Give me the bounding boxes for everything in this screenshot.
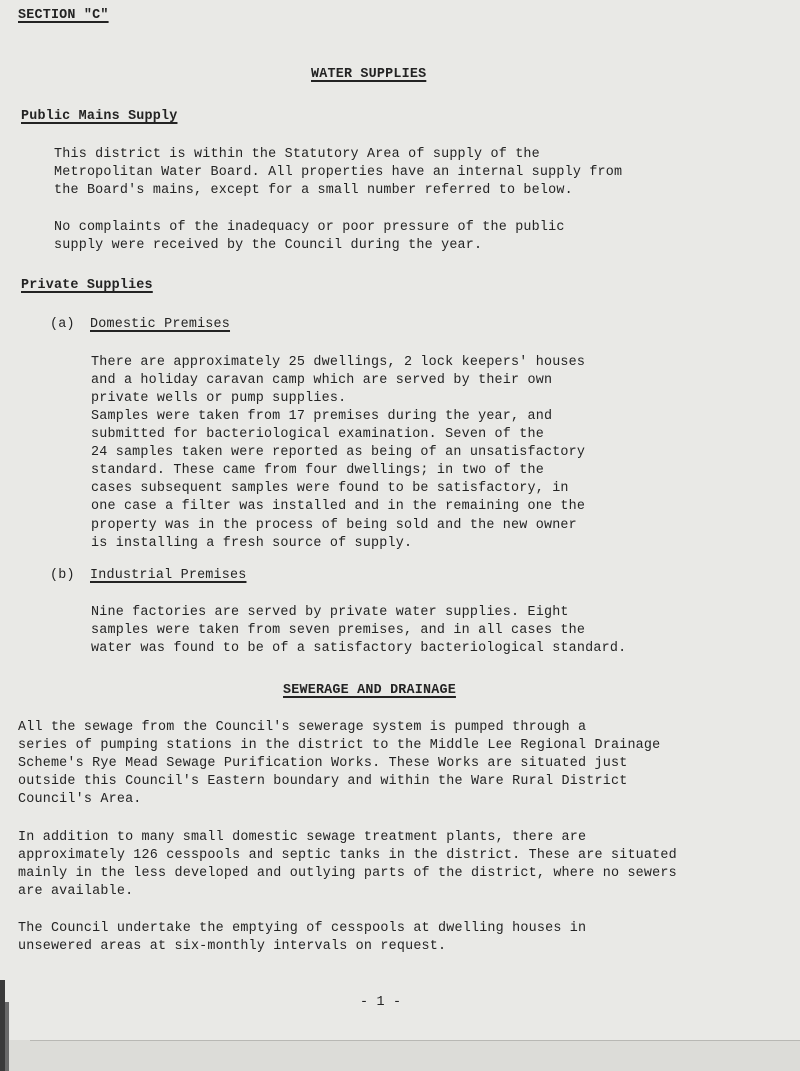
text-line: cases subsequent samples were found to be satisfactory, in — [91, 481, 569, 497]
scan-left-edge-shadow — [5, 1002, 9, 1071]
industrial-paragraph-1 — [91, 604, 626, 658]
text-line: mainly in the less developed and outlying parts of the district, where no sewers — [18, 866, 677, 882]
text-line: In addition to many small domestic sewage treatment plants, there are — [18, 830, 587, 845]
scan-bottom-edge — [0, 1040, 800, 1071]
domestic-label: (a) — [50, 317, 75, 332]
public-mains-paragraph-2 — [54, 219, 565, 255]
water-supplies-heading: WATER SUPPLIES — [311, 67, 427, 82]
sewerage-paragraph-3 — [18, 920, 586, 956]
text-line: unsewered areas at six-monthly intervals on request. — [18, 939, 447, 955]
sewerage-paragraph-2 — [18, 829, 677, 901]
public-mains-heading: Public Mains Supply — [21, 109, 178, 124]
text-line: outside this Council's Eastern boundary and within the Ware Rural District — [18, 774, 628, 790]
text-line: 24 samples taken were reported as being of an unsatisfactory — [91, 445, 586, 461]
page-number: - 1 - — [360, 995, 402, 1010]
text-line: is installing a fresh source of supply. — [91, 535, 413, 551]
text-line: the Board's mains, except for a small number referred to below. — [54, 183, 573, 199]
text-line: approximately 126 cesspools and septic tanks in the district. These are situated — [18, 848, 677, 864]
sewerage-paragraph-1 — [18, 719, 660, 809]
domestic-premises-heading: Domestic Premises — [90, 317, 231, 332]
text-line: No complaints of the inadequacy or poor pressure of the public — [54, 220, 565, 235]
domestic-paragraph-2 — [91, 408, 585, 553]
text-line: Council's Area. — [18, 792, 142, 808]
text-line: supply were received by the Council during the year. — [54, 238, 483, 254]
text-line: All the sewage from the Council's sewerage system is pumped through a — [18, 720, 587, 735]
text-line: samples were taken from seven premises, and in all cases the — [91, 623, 586, 639]
text-line: This district is within the Statutory Area of supply of the — [54, 147, 540, 162]
public-mains-paragraph-1 — [54, 146, 622, 200]
text-line: submitted for bacteriological examination. Seven of the — [91, 427, 544, 443]
sewerage-drainage-heading: SEWERAGE AND DRAINAGE — [283, 683, 456, 698]
industrial-premises-heading: Industrial Premises — [90, 568, 247, 583]
text-line: Scheme's Rye Mead Sewage Purification Works. These Works are situated just — [18, 756, 628, 772]
industrial-label: (b) — [50, 568, 75, 583]
scan-edge-line — [30, 1040, 800, 1041]
text-line: Nine factories are served by private water supplies. Eight — [91, 605, 569, 620]
text-line: Metropolitan Water Board. All properties have an internal supply from — [54, 165, 623, 181]
text-line: Samples were taken from 17 premises during the year, and — [91, 409, 553, 424]
text-line: standard. These came from four dwellings; in two of the — [91, 463, 544, 479]
text-line: one case a filter was installed and in the remaining one the — [91, 499, 586, 515]
private-supplies-heading: Private Supplies — [21, 278, 153, 293]
text-line: There are approximately 25 dwellings, 2 lock keepers' houses — [91, 355, 586, 370]
section-label: SECTION "C" — [18, 8, 109, 23]
text-line: and a holiday caravan camp which are served by their own — [91, 373, 553, 389]
text-line: private wells or pump supplies. — [91, 391, 347, 407]
text-line: are available. — [18, 884, 134, 900]
text-line: property was in the process of being sold and the new owner — [91, 517, 577, 533]
text-line: water was found to be of a satisfactory bacteriological standard. — [91, 641, 627, 657]
text-line: The Council undertake the emptying of cesspools at dwelling houses in — [18, 921, 587, 936]
text-line: series of pumping stations in the district to the Middle Lee Regional Drainage — [18, 738, 661, 754]
domestic-paragraph-1 — [91, 354, 585, 408]
